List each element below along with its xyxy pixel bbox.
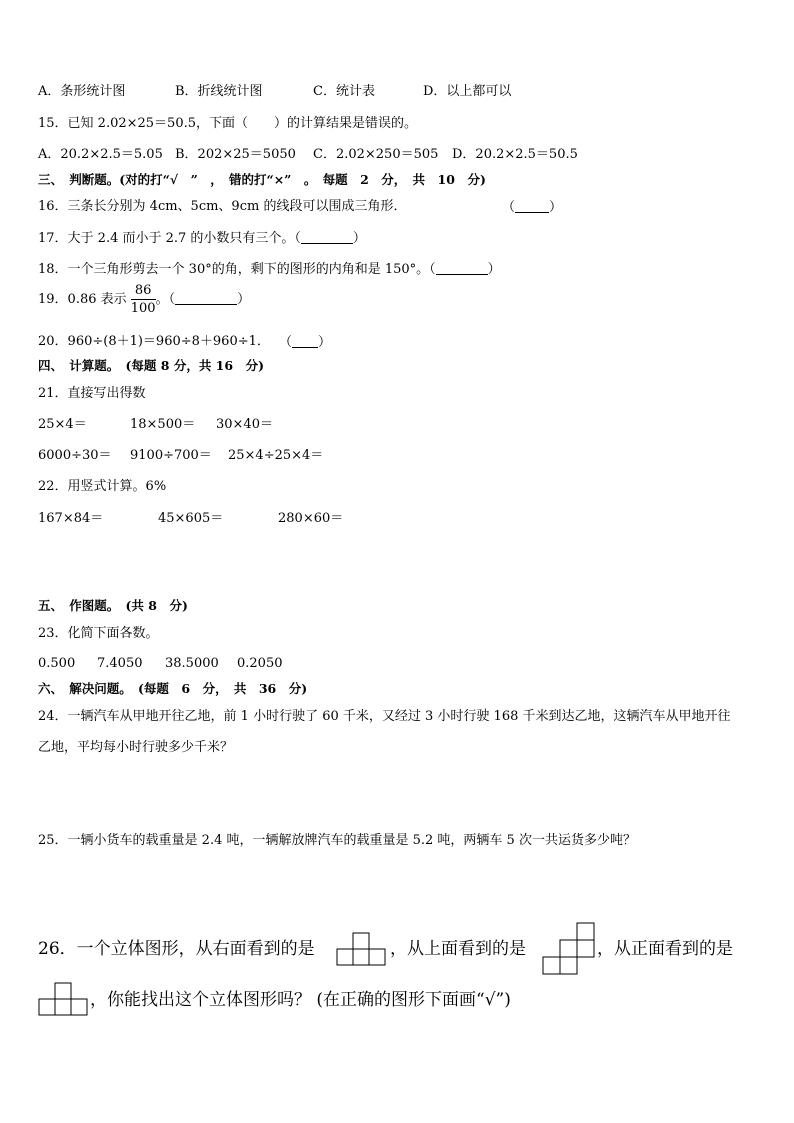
q23-item2: 7.4050 (97, 656, 143, 671)
q14-option-c: C．统计表 (313, 84, 375, 99)
q21-stem: 21．直接写出得数 (38, 386, 146, 401)
top-view-icon (541, 922, 597, 976)
q19-prefix: 19．0.86 表示 (38, 292, 127, 307)
q23-item4: 0.2050 (237, 656, 283, 671)
q17-text: 17．大于 2.4 而小于 2.7 的小数只有三个。（ (38, 231, 301, 246)
q21-row1-item1: 25×4＝ (38, 417, 87, 432)
q24-line1: 24．一辆汽车从甲地开往乙地，前 1 小时行驶了 60 千米，又经过 3 小时行驶 168 千米到达乙地，这辆汽车从甲地开往 (38, 709, 731, 724)
q19-suffix: 。（ (155, 292, 176, 307)
q21-row1-item2: 18×500＝ (130, 417, 196, 432)
q22-stem: 22．用竖式计算。6% (38, 479, 167, 494)
q24-line2: 乙地，平均每小时行驶多少千米？ (38, 740, 234, 755)
q19-answer-blank[interactable] (175, 292, 237, 305)
q18-text: 18．一个三角形剪去一个 30°的角，剩下的图形的内角和是 150°。（ (38, 262, 436, 277)
q18-line (38, 262, 501, 276)
q15-option-d: D．20.2×2.5＝50.5 (452, 147, 578, 162)
q22-item1: 167×84＝ (38, 511, 104, 526)
q16-answer (502, 200, 562, 214)
q20-bracket-open: （ (279, 335, 293, 350)
section4-title: 四、 计算题。 (每题 8 分，共 16 分) (38, 358, 264, 373)
q19-denominator: 100 (130, 301, 156, 316)
q15-stem: 15．已知 2.02×25＝50.5，下面（ ）的计算结果是错误的。 (38, 116, 417, 131)
q17-answer-blank[interactable] (301, 231, 353, 244)
q25-text: 25．一辆小货车的载重量是 2.4 吨，一辆解放牌汽车的载重量是 5.2 吨，两辆车 5 次一共运货多少吨？ (38, 833, 636, 848)
q21-row2-item2: 9100÷700＝ (130, 448, 212, 463)
q22-item2: 45×605＝ (158, 511, 224, 526)
q26-part3: ，从正面看到的是 (597, 939, 733, 959)
q19-bracket-close: ） (237, 292, 251, 307)
q14-option-a: A．条形统计图 (38, 84, 126, 99)
q22-item3: 280×60＝ (278, 511, 344, 526)
section6-title: 六、 解决问题。 (每题 6 分， 共 36 分) (38, 681, 308, 696)
q20-text: 20．960÷(8＋1)＝960÷8＋960÷1． (38, 334, 270, 349)
q20-bracket-close: ） (318, 335, 332, 350)
q15-option-b: B．202×25＝5050 (175, 147, 296, 162)
q18-bracket-close: ） (487, 262, 501, 277)
q21-row1-item3: 30×40＝ (216, 417, 273, 432)
q19-numerator: 86 (131, 284, 156, 300)
q15-option-a: A．20.2×2.5＝5.05 (38, 147, 163, 162)
q17-bracket-close: ） (352, 231, 366, 246)
q16-bracket-open: （ (502, 200, 516, 215)
q14-option-b: B．折线统计图 (175, 84, 263, 99)
q21-row2-item1: 6000÷30＝ (38, 448, 112, 463)
q26-part1: 26．一个立体图形，从右面看到的是 (38, 939, 315, 959)
q23-item1: 0.500 (38, 656, 76, 671)
section3-title: 三、 判断题。(对的打“√ ” ， 错的打“×” 。 每题 2 分， 共 10 分) (38, 172, 486, 187)
q26-part4: ，你能找出这个立体图形吗？ (在正确的图形下面画“√”) (90, 990, 511, 1010)
q26-part2: ，从上面看到的是 (390, 939, 526, 959)
q21-row2-item3: 25×4÷25×4＝ (228, 448, 324, 463)
q23-stem: 23．化简下面各数。 (38, 626, 159, 641)
section5-title: 五、 作图题。 (共 8 分) (38, 598, 188, 613)
front-view-icon (38, 982, 90, 1018)
q20-answer (279, 335, 331, 349)
q19-line (38, 284, 250, 315)
q20-answer-blank[interactable] (292, 335, 318, 348)
q23-item3: 38.5000 (165, 656, 219, 671)
right-view-icon (336, 932, 388, 968)
q17-line (38, 231, 366, 245)
q16-bracket-close: ） (549, 200, 563, 215)
q19-fraction (131, 284, 156, 315)
q14-option-d: D．以上都可以 (423, 84, 512, 99)
q16-answer-blank[interactable] (515, 200, 549, 213)
q16-text: 16．三条长分别为 4cm、5cm、9cm 的线段可以围成三角形． (38, 199, 407, 214)
q18-answer-blank[interactable] (436, 262, 488, 275)
q15-option-c: C．2.02×250＝505 (313, 147, 439, 162)
